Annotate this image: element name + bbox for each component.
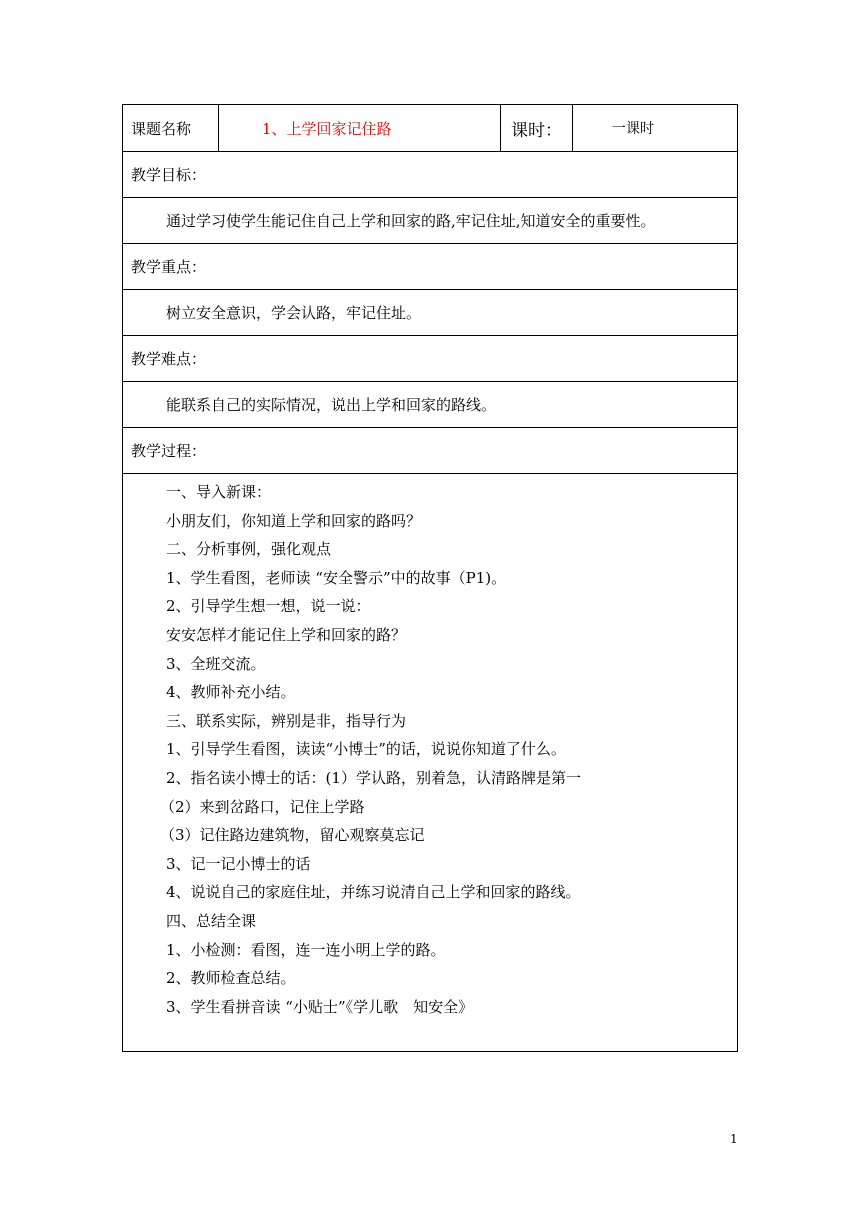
process-line: 4、教师补充小结。	[166, 683, 296, 702]
process-line: 1、小检测：看图，连一连小明上学的路。	[166, 940, 446, 959]
process-label: 教学过程：	[131, 442, 207, 460]
key-points-text: 树立安全意识，学会认路，牢记住址。	[166, 304, 422, 322]
process-line: 3、记一记小博士的话	[166, 854, 311, 873]
objective-label-row	[123, 152, 737, 198]
process-line: 2、引导学生想一想，说一说：	[166, 597, 371, 616]
process-line: （3）记住路边建筑物，留心观察莫忘记	[160, 826, 425, 845]
key-points-label: 教学重点：	[131, 258, 207, 276]
process-line: 三、联系实际，辨别是非，指导行为	[166, 711, 407, 730]
page-number: 1	[730, 1132, 738, 1146]
process-label-row	[123, 428, 737, 474]
process-line: 4、说说自己的家庭住址，并练习说清自己上学和回家的路线。	[166, 883, 581, 902]
process-steps	[160, 478, 729, 1021]
difficulties-content-row	[123, 382, 737, 428]
process-line: 一、导入新课：	[166, 483, 272, 501]
process-line: 二、分析事例，强化观点	[166, 540, 332, 559]
process-line: 2、教师检查总结。	[166, 969, 296, 988]
difficulties-label-row	[123, 336, 737, 382]
objective-label: 教学目标：	[131, 166, 207, 184]
period-label: 课时：	[511, 120, 562, 141]
difficulties-label: 教学难点：	[131, 350, 207, 368]
process-line: （2）来到岔路口，记住上学路	[160, 797, 365, 816]
difficulties-text: 能联系自己的实际情况，说出上学和回家的路线。	[166, 396, 497, 414]
process-line: 1、学生看图，老师读 “安全警示”中的故事（P1)。	[166, 568, 507, 587]
objective-content-row	[123, 198, 737, 244]
key-points-content-row	[123, 290, 737, 336]
subject-title: 1、上学回家记住路	[262, 119, 392, 138]
key-points-label-row	[123, 244, 737, 290]
process-line: 小朋友们，你知道上学和回家的路吗？	[166, 511, 422, 530]
process-line: 2、指名读小博士的话：(1）学认路，别着急，认清路牌是第一	[166, 768, 581, 787]
process-line: 3、全班交流。	[166, 654, 266, 673]
process-line: 3、学生看拼音读 “小贴士”《学儿歌 知安全》	[166, 997, 474, 1016]
subject-label: 课题名称	[131, 119, 192, 138]
process-line: 1、引导学生看图，读读“小博士”的话，说说你知道了什么。	[166, 740, 566, 759]
process-content-row	[123, 474, 737, 1051]
process-line: 四、总结全课	[166, 911, 257, 930]
period-value: 一课时	[612, 121, 654, 137]
objective-text: 通过学习使学生能记住自己上学和回家的路,牢记住址,知道安全的重要性。	[166, 212, 656, 230]
header-row	[123, 105, 737, 152]
lesson-plan-table	[122, 104, 738, 1052]
process-line: 安安怎样才能记住上学和回家的路？	[166, 625, 407, 644]
